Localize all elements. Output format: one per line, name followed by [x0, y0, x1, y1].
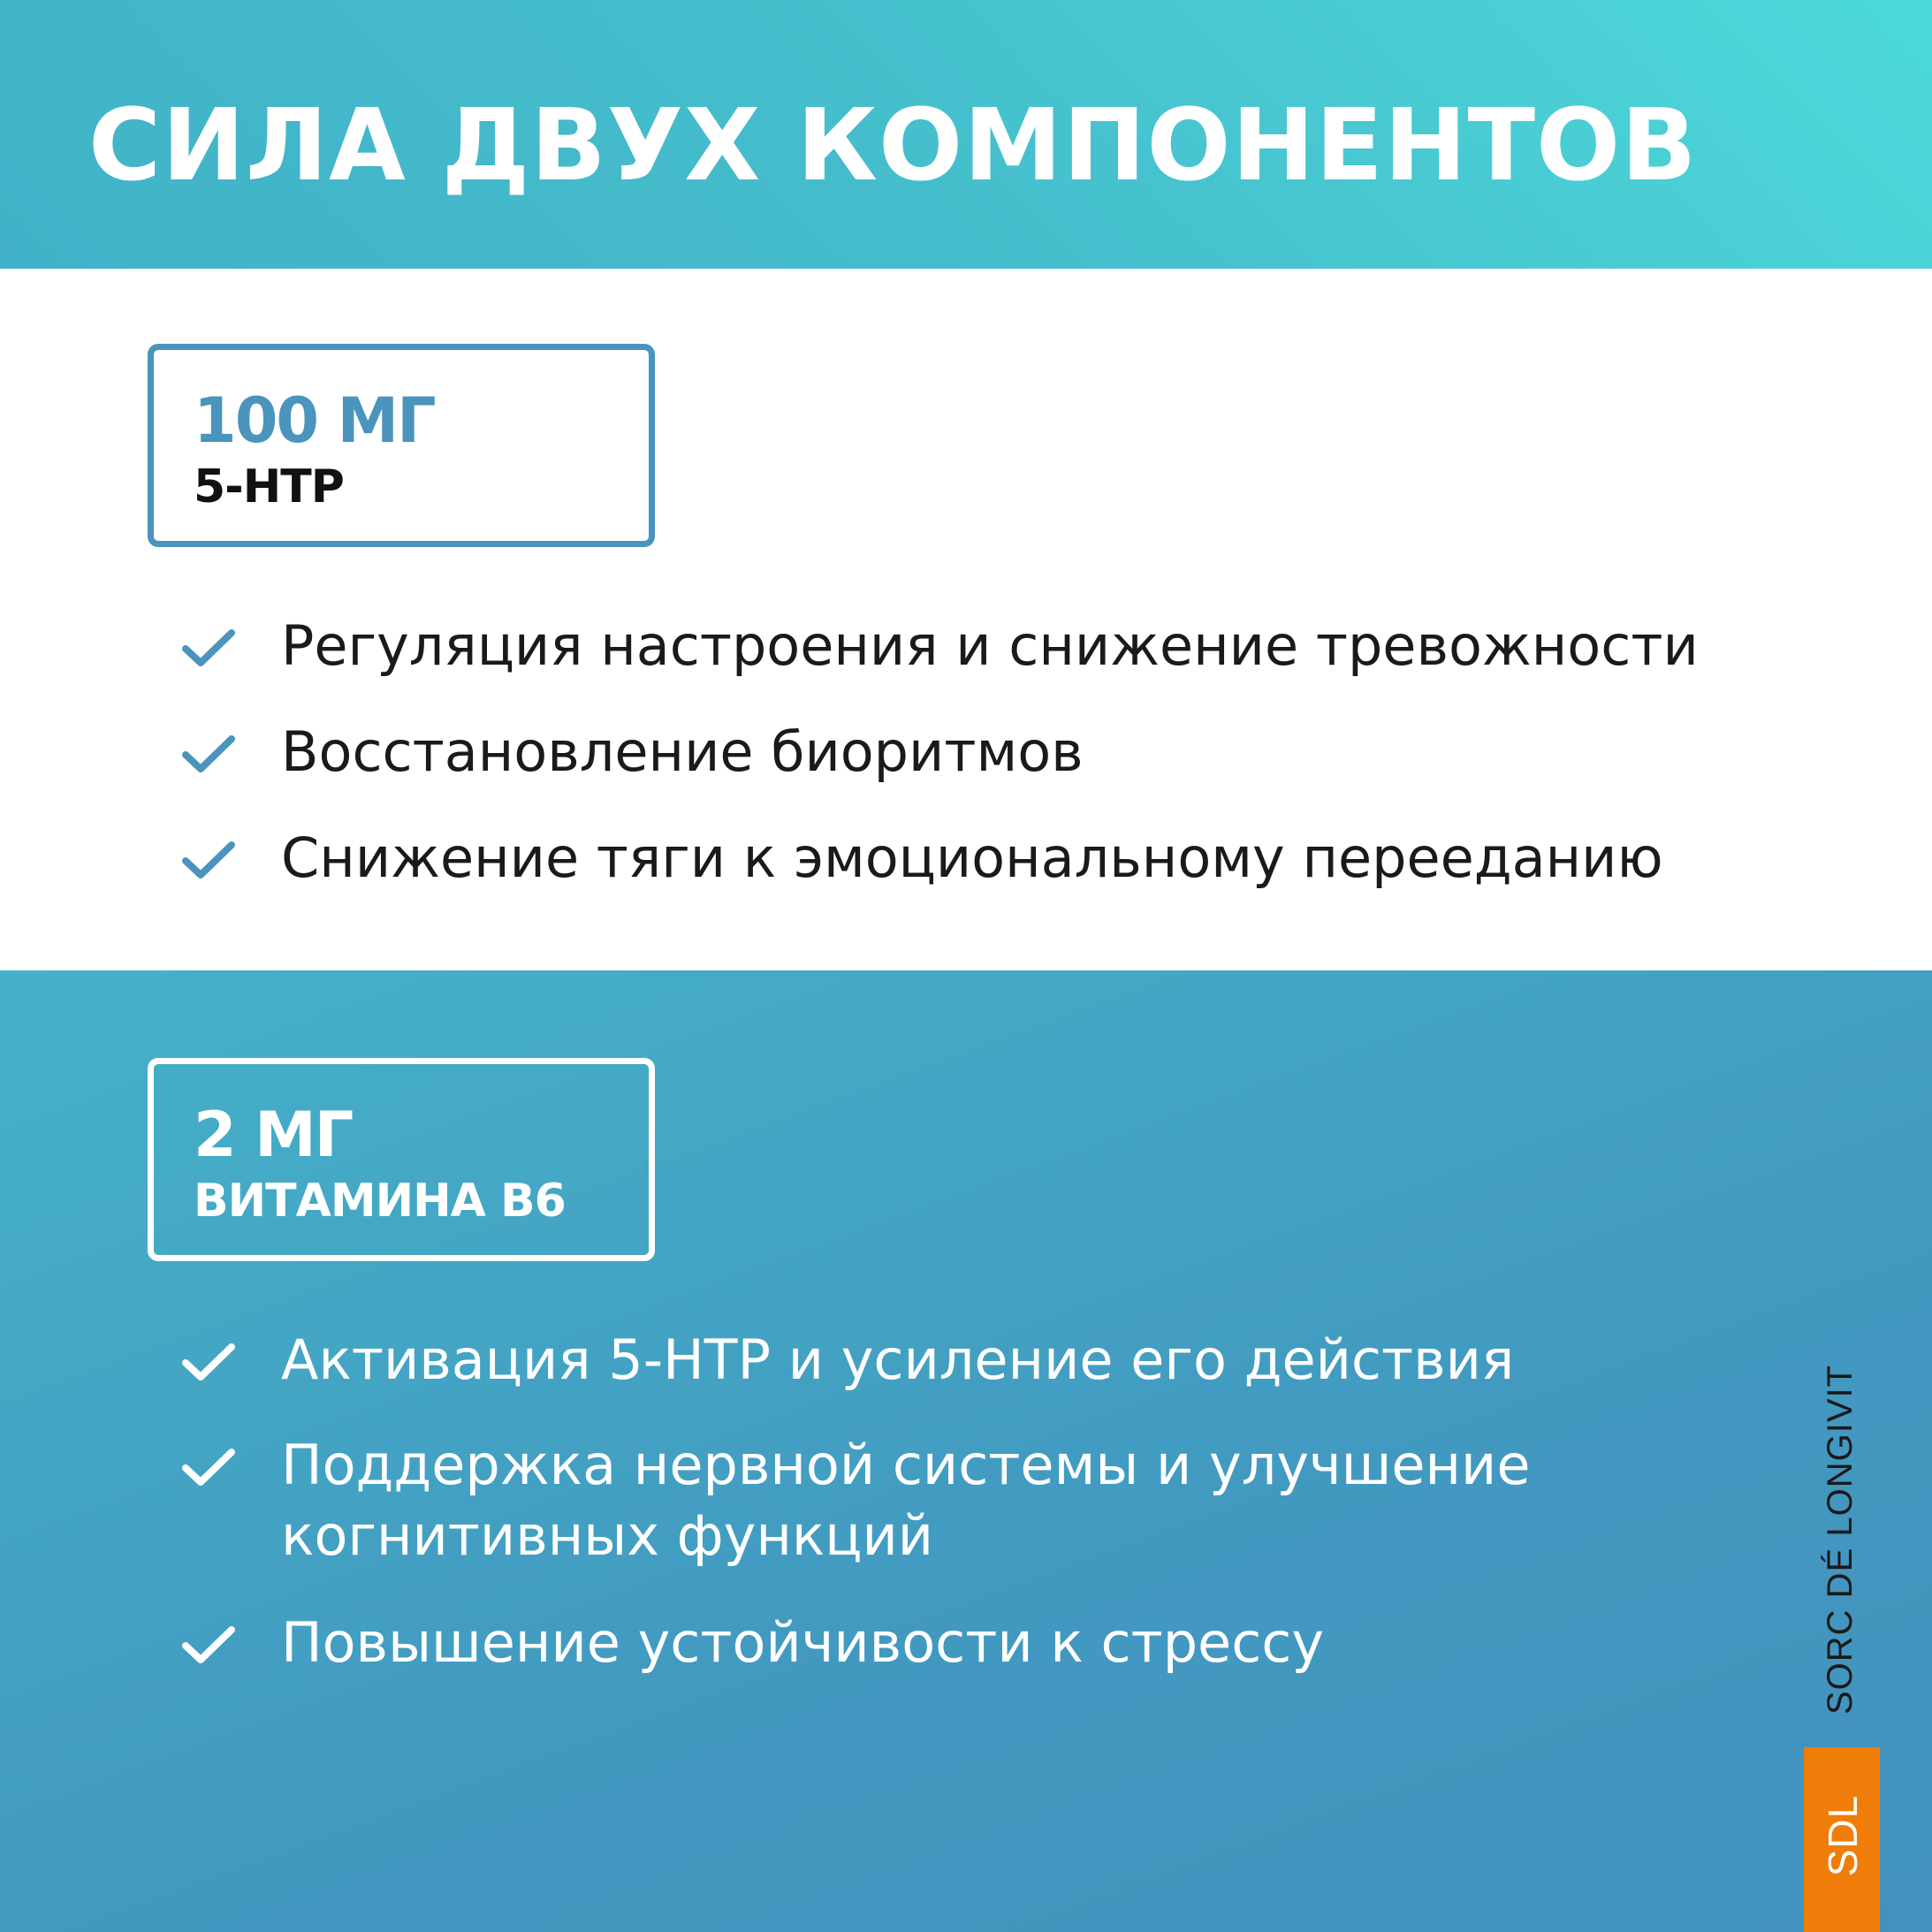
brand-logo-text: SDL — [1820, 1794, 1866, 1877]
benefit-item — [181, 610, 1772, 682]
page-title: СИЛА ДВУХ КОМПОНЕНТОВ — [88, 88, 1698, 203]
benefit-item — [181, 1324, 1772, 1396]
benefit-text: Восстановление биоритмов — [281, 719, 1084, 784]
check-icon — [181, 1623, 236, 1667]
dose-badge-5htp — [148, 344, 655, 547]
benefit-item — [181, 1607, 1772, 1679]
brand-name-vertical: SORC DÉ LONGIVIT — [1821, 1364, 1860, 1715]
check-icon — [181, 1445, 236, 1489]
benefit-text: Повышение устойчивости к стрессу — [281, 1610, 1325, 1675]
benefit-text: Снижение тяги к эмоциональному перееданию — [281, 825, 1663, 890]
benefit-text-line: когнитивных функций — [281, 1503, 934, 1568]
dose-badge-b6 — [148, 1058, 655, 1261]
header-banner — [0, 0, 1932, 269]
dose-name: 5-HTP — [194, 460, 344, 513]
benefit-item — [181, 716, 1772, 788]
dose-name: ВИТАМИНА В6 — [194, 1175, 566, 1228]
check-icon — [181, 838, 236, 882]
check-icon — [181, 1340, 236, 1384]
dose-amount: 100 МГ — [194, 384, 435, 457]
check-icon — [181, 732, 236, 776]
brand-logo-tag — [1804, 1747, 1880, 1932]
benefit-text: Активация 5-HTP и усиление его действия — [281, 1327, 1515, 1392]
benefit-item — [181, 1429, 1772, 1574]
benefit-text: Регуляция настроения и снижение тревожности — [281, 613, 1699, 678]
dose-amount: 2 МГ — [194, 1099, 353, 1171]
check-icon — [181, 626, 236, 670]
benefit-text-line: Поддержка нервной системы и улучшение — [281, 1433, 1531, 1497]
benefit-item — [181, 822, 1772, 894]
